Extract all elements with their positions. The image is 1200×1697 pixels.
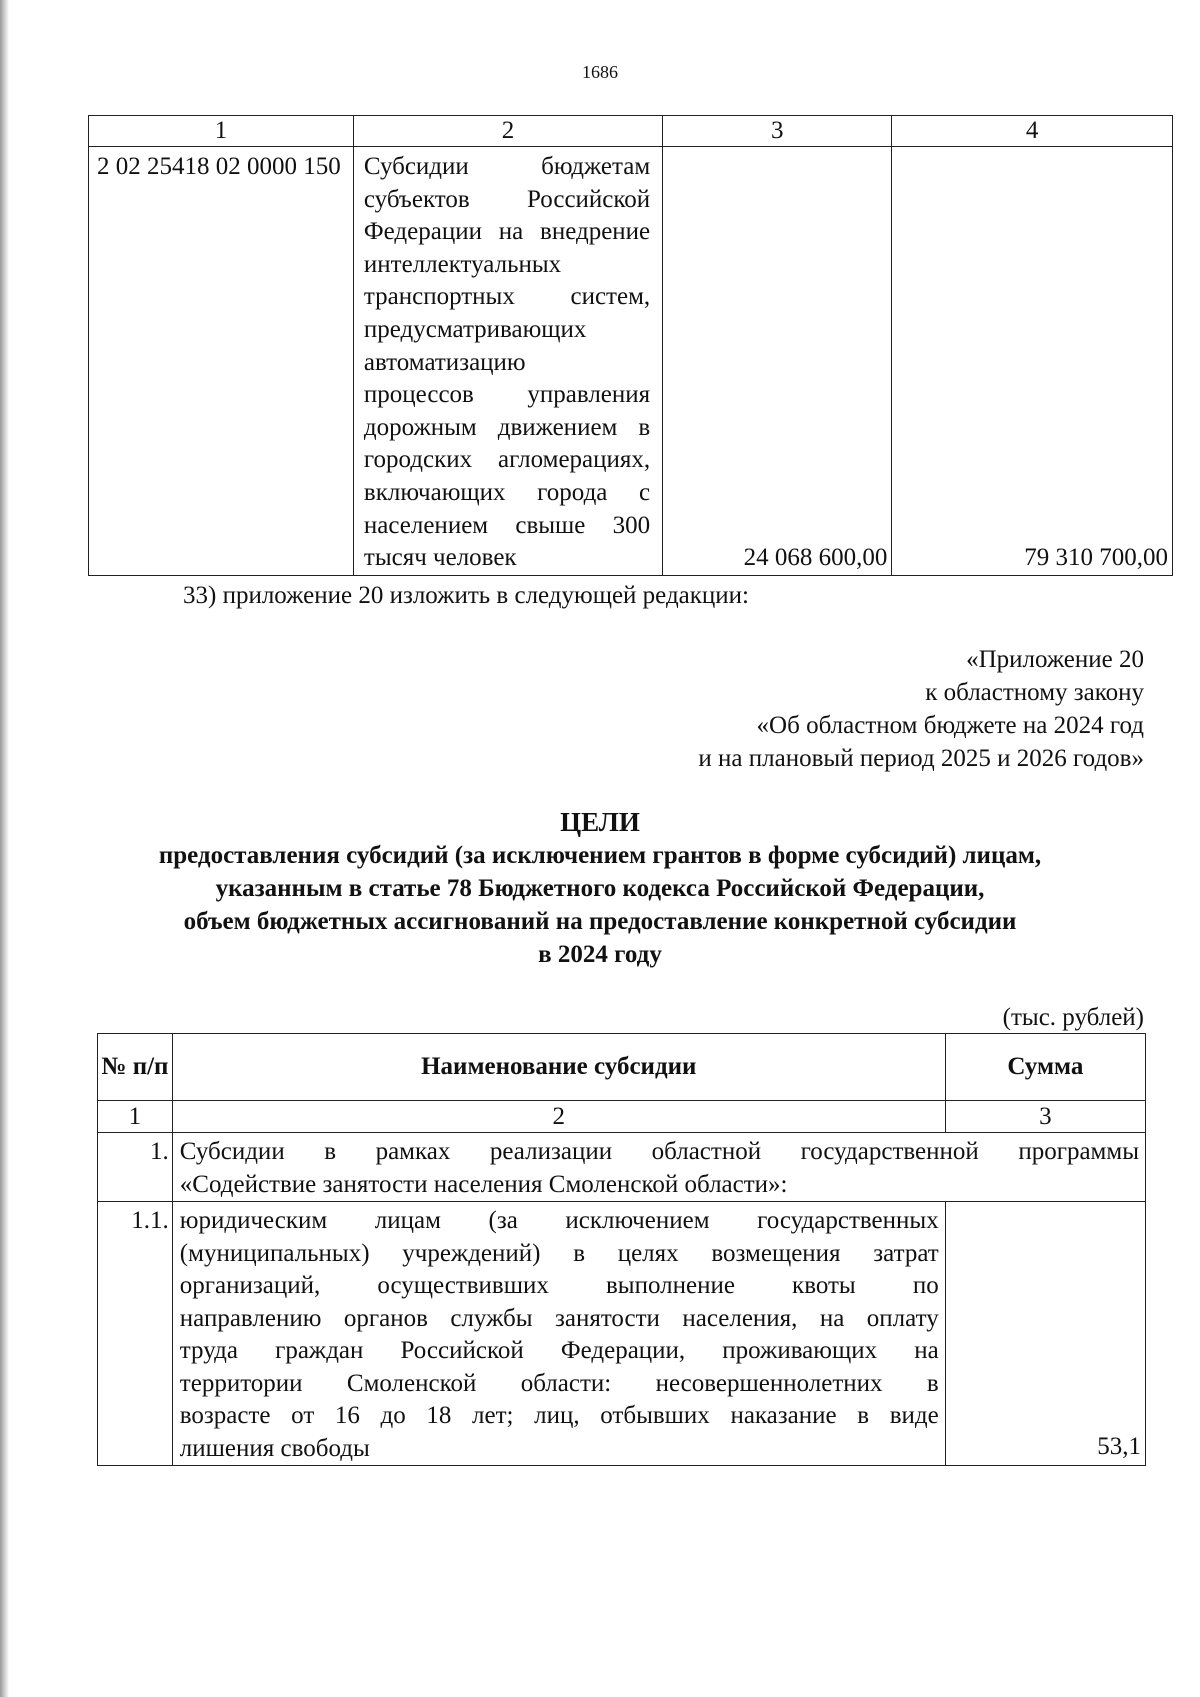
text-line: (муниципальных) учреждений) в целях возмещения затрат — [179, 1239, 939, 1267]
title-main: ЦЕЛИ — [560, 807, 640, 837]
table-row — [98, 1202, 1146, 1466]
subsidy-description — [353, 147, 662, 576]
title-line: предоставления субсидий (за исключением грантов в форме субсидий) лицам, — [158, 842, 1042, 869]
row-text — [172, 1133, 1145, 1202]
column-number: 1 — [89, 116, 354, 147]
table-row — [98, 1133, 1146, 1202]
text-line: автоматизацию — [363, 348, 526, 376]
text-line: Федерации на внедрение — [363, 218, 651, 246]
document-title — [0, 806, 1200, 971]
header-sum: Сумма — [945, 1034, 1145, 1101]
table-header-row — [89, 116, 1173, 147]
title-line: объем бюджетных ассигнований на предоставление конкретной субсидии — [183, 908, 1017, 935]
text-line: Субсидии в рамках реализации областной государственной программы — [179, 1138, 1139, 1165]
text-line: Субсидии бюджетам — [363, 153, 651, 180]
column-number: 2 — [353, 116, 662, 147]
column-number: 3 — [663, 116, 892, 147]
units-label: (тыс. рублей) — [1002, 1004, 1144, 1031]
text-line: интеллектуальных — [363, 250, 562, 278]
text-line: тысяч человек — [363, 544, 517, 572]
column-number: 1 — [98, 1101, 173, 1133]
budget-code: 2 02 25418 02 0000 150 — [89, 147, 354, 576]
page-number: 1686 — [582, 62, 618, 82]
text-line: труда граждан Российской Федерации, проживающих на — [179, 1337, 939, 1364]
appendix-heading — [698, 643, 1144, 775]
text-line: юридическим лицам (за исключением государственных — [179, 1207, 939, 1234]
header-number: № п/п — [98, 1034, 173, 1101]
text-line: организаций, осуществивших выполнение квоты по — [179, 1272, 939, 1299]
table-row — [89, 147, 1173, 576]
title-line: в 2024 году — [538, 941, 662, 968]
text-line: субъектов Российской — [363, 185, 651, 213]
header-name: Наименование субсидии — [172, 1034, 945, 1101]
row-text — [172, 1202, 945, 1466]
column-number: 3 — [945, 1101, 1145, 1133]
text-line: процессов управления — [363, 381, 651, 409]
text-line: направлению органов службы занятости населения, на оплату — [179, 1304, 939, 1332]
row-number: 1.1. — [98, 1202, 173, 1466]
title-line: указанным в статье 78 Бюджетного кодекса Российской Федерации, — [215, 875, 985, 902]
text-line: предусматривающих — [363, 315, 587, 343]
subsidy-table — [97, 1033, 1146, 1466]
text-line: включающих города с — [363, 478, 651, 506]
appendix-line: «Об областном бюджете на 2024 год — [756, 712, 1144, 739]
text-line: «Содействие занятости населения Смоленской области»: — [179, 1170, 788, 1198]
column-number: 4 — [892, 116, 1173, 147]
column-numbering-row — [98, 1101, 1146, 1133]
row-number: 1. — [98, 1133, 173, 1202]
text-line: городских агломерациях, — [363, 446, 651, 474]
text-line: лишения свободы — [179, 1434, 370, 1462]
table-header-row — [98, 1034, 1146, 1101]
text-line: транспортных систем, — [363, 283, 651, 311]
text-line: территории Смоленской области: несовершеннолетних в — [179, 1369, 939, 1397]
amount-2025: 79 310 700,00 — [892, 147, 1173, 576]
text-line: дорожным движением в — [363, 413, 651, 441]
revenue-table — [88, 115, 1173, 576]
appendix-line: и на плановый период 2025 и 2026 годов» — [698, 745, 1144, 772]
text-line: возрасте от 16 до 18 лет; лиц, отбывших наказание в виде — [179, 1402, 939, 1429]
subsidy-sum: 53,1 — [945, 1202, 1145, 1466]
appendix-line: «Приложение 20 — [966, 646, 1144, 673]
amendment-paragraph: 33) приложение 20 изложить в следующей редакции: — [183, 582, 749, 609]
column-number: 2 — [172, 1101, 945, 1133]
appendix-line: к областному закону — [925, 679, 1144, 706]
amount-2024: 24 068 600,00 — [663, 147, 892, 576]
text-line: населением свыше 300 — [363, 511, 651, 539]
